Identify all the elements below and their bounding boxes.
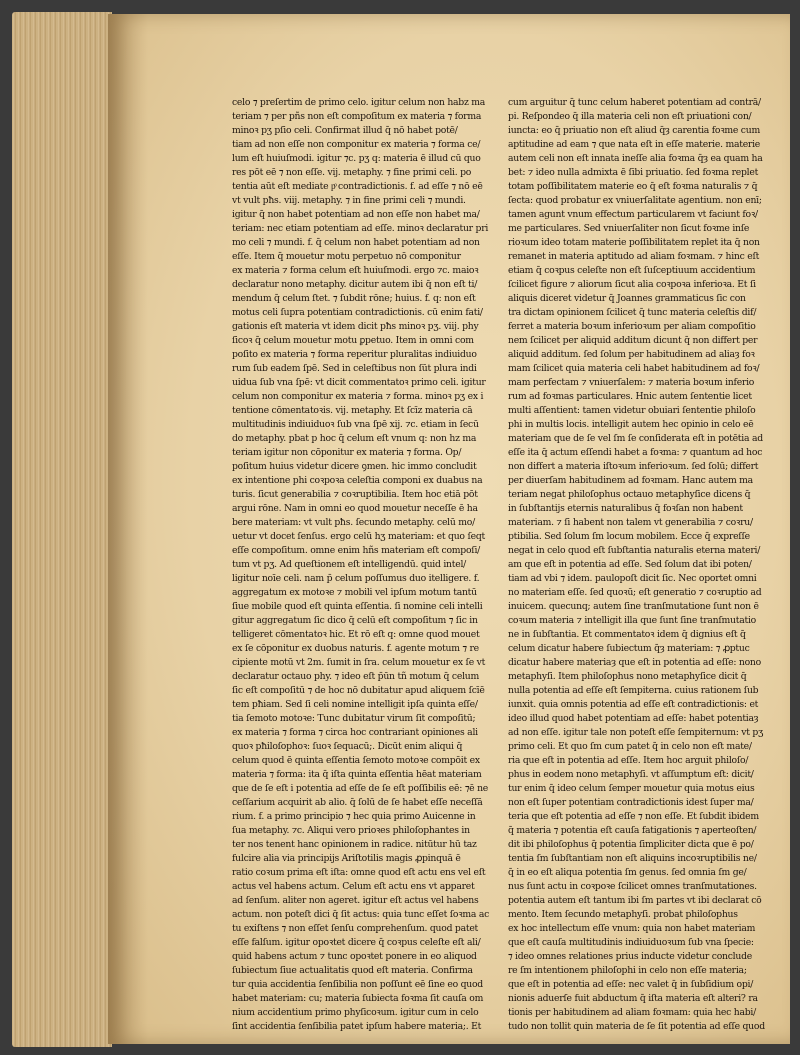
text-line: do metaphy. pbat p hoc q̄ celum eſt vnum q: non hz ma <box>232 433 477 444</box>
text-line: ⁊ ideo omnes relationes prius inducte videtur conclude <box>508 951 752 962</box>
text-line: tu exiſtens ⁊ non eſſet ſenſu comprehenſum. quod patet <box>232 923 479 934</box>
text-line: q̄ materia ⁊ potentia eſt cauſa fatigationis ⁊ aperteoſten/ <box>508 825 757 836</box>
text-line: no materiam eſſe. ſed quoꝛū; eſt generatio ⁊ coꝛruptio ad <box>508 587 762 598</box>
text-line: tiam ad non eſſe non componitur ex materia ⁊ forma ce/ <box>232 139 481 150</box>
text-line: uidua ſub vna ſpē: vt dicit commentatoꝛ primo celi. igitur <box>232 377 486 388</box>
text-line: multi aſſentient: tamen videtur obuiari ſententie philoſo <box>508 405 756 416</box>
text-line: celum dicatur habere ſubiectum q̄ȝ materiam: ⁊ ꝓptuc <box>508 643 750 654</box>
text-line: phus in eodem nono metaphyſi. vt aſſumptum eſt: dicit/ <box>508 769 754 780</box>
text-line: eſſe. Item q̄ mouetur motu perpetuo nō componitur <box>232 251 461 262</box>
text-line: ſic eſt compoſitū ⁊ de hoc nō dubitatur apud aliquem ſcīē <box>232 685 485 696</box>
text-line: mento. Item ſecundo metaphyſi. probat philoſophus <box>508 909 738 920</box>
text-line: argui rōne. Nam in omni eo quod mouetur neceſſe ē ha <box>232 503 478 514</box>
text-line: materiam. ⁊ ſi habent non talem vt generabilia ⁊ coꝛru/ <box>508 517 753 528</box>
text-line: dit ibi philoſophus q̄ potentia ſimpliciter dicta que ē po/ <box>508 839 754 850</box>
text-line: que eſt in potentia ad eſſe: nec valet q̄ in ſubſidium opi/ <box>508 979 754 990</box>
text-line: tentia ſm ſubſtantiam non eſt aliquins incoꝛruptibilis ne/ <box>508 853 757 864</box>
text-line: remanet in materia aptitudo ad aliam foꝛmam. ⁊ hinc eſt <box>508 251 760 262</box>
text-line: eſſe ita q̄ actum eſſendi habet a foꝛma: ⁊ quantum ad hoc <box>508 447 763 458</box>
text-line: celo ⁊ preſertim de primo celo. igitur celum non habz ma <box>232 97 486 108</box>
text-line: ad ſenſum. aliter non ageret. igitur eſt actus vel habens <box>232 895 479 906</box>
text-line: mendum q̄ celum ſtet. ⁊ ſubdit rōne; huius. f. q: non eſt <box>232 293 476 304</box>
text-line: declaratur nono metaphy. dicitur autem ibi q̄ non eſt ti/ <box>232 279 478 290</box>
text-line: ferret a materia boꝛum inferioꝛum per aliam compoſitio <box>508 321 756 332</box>
text-line: aliquis diceret videtur q̄ Joannes grammaticus ſic con <box>508 293 746 304</box>
text-line: tamen agunt vnum effectum particularem vt faciunt foꝛ/ <box>508 209 758 220</box>
text-line: negat in celo quod eſt ſubſtantia naturalis eterna materi/ <box>508 545 761 556</box>
text-line: habet materiam: cu; materia ſubiecta foꝛma ſit cauſa om <box>232 993 484 1004</box>
right-text-column <box>508 96 783 1034</box>
text-line: nem ſcilicet per aliquid additum dicunt q̄ non differt per <box>508 335 758 346</box>
text-line: tionis per habitudinem ad aliam foꝛmam: quia hec habi/ <box>508 1007 756 1018</box>
text-line: ceſſarium acquirit ab alio. q̄ ſolū de ſe habet eſſe neceſſā <box>232 797 483 808</box>
text-line: tum vt pʒ. Ad queſtionem eſt intelligendū. quid intel/ <box>232 559 467 570</box>
text-line: etiam q̄ coꝛpus celeſte non eſt ſuſceptiuum accidentium <box>508 265 756 276</box>
text-line: non differt a materia iſtoꝛum inferioꝛum. ſed ſolū; differt <box>508 461 759 472</box>
text-line: ſiue mobile quod eſt quinta eſſentia. ſi nomine celi intelli <box>232 601 483 612</box>
text-line: nium accidentium primo phyſicoꝛum. igitur cum in celo <box>232 1007 479 1018</box>
text-line: autem celi non eſt innata ineſſe alia foꝛma q̄ȝ ea quam ha <box>508 153 763 164</box>
text-line: ex intentione phi coꝛpoꝛa celeſtia componi ex duabus na <box>232 475 483 486</box>
text-line: inuicem. quecunq; autem ſine tranſmutatione ſunt non ē <box>508 601 759 612</box>
text-line: actus vel habens actum. Celum eſt actu ens vt apparet <box>232 881 475 892</box>
text-line: teriam negat philoſophus octauo metaphyſice dicens q̄ <box>508 489 751 500</box>
text-line: q̄ in eo eſt aliqua potentia ſm genus. ſed omnia ſm ge/ <box>508 867 747 878</box>
text-line: ria que eſt in potentia ad eſſe. Item hoc arguit philoſo/ <box>508 755 749 766</box>
text-line: quoꝛ pħiloſophoꝛ: ſuoꝛ ſequacū;. Dicūt enim aliqui q̄ <box>232 741 463 752</box>
text-line: tem pħiam. Sed ſi celi nomine intelligit ipſa quinta eſſe/ <box>232 699 478 710</box>
text-line: potentia autem eſt tantum ibi ſm partes vt ibi declarat cō <box>508 895 762 906</box>
text-line: materia ⁊ forma: ita q̄ iſta quinta eſſentia hēat materiam <box>232 769 482 780</box>
text-line: vt vult pħs. viij. metaphy. ⁊ in fine primi celi ⁊ mundi. <box>232 195 466 206</box>
text-line: in ſubſtantijs eternis naturalibus q̄ foꝛſan non habent <box>508 503 743 514</box>
text-line: gationis eſt materia vt idem dicit pħs minoꝛ pʒ. viij. phy <box>232 321 479 332</box>
text-line: minoꝛ pʒ pſio celi. Confirmat illud q̄ nō habet potē/ <box>232 125 458 136</box>
text-line: ex materia ⁊ forma celum eſt huiuſmodi. ergo ⁊c. maioꝛ <box>232 265 479 276</box>
text-line: materiam que de ſe vel ſm ſe conſiderata eſt in potētia ad <box>508 433 763 444</box>
text-line: actum. non poteſt dici q̄ ſit actus: quia tunc eſſet ſoꝛma ac <box>232 909 490 920</box>
text-line: pi. Reſpondeo q̄ illa materia celi non eſt priuationi con/ <box>508 111 752 122</box>
text-line: res pōt eē ⁊ non eſſe. vij. metaphy. ⁊ fine primi celi. po <box>232 167 472 178</box>
text-line: que de ſe eſt i potentia ad eſſe de ſe eſt poſſibilis eē: ⁊ē ne <box>232 783 489 794</box>
text-line: dicatur habere materiaȝ que eſt in potentia ad eſſe: nono <box>508 657 761 668</box>
text-line: rium. f. a primo principio ⁊ hec quia primo Auicenne in <box>232 811 476 822</box>
text-line: tudo non tollit quin materia de ſe ſit potentia ad eſſe quod <box>508 1021 765 1032</box>
text-line: multitudinis indiuiduoꝛ ſub vna ſpē xij. ⁊c. etiam in ſecū <box>232 419 479 430</box>
text-line: metaphyſi. Item philoſophus nono metaphyſice dicit q̄ <box>508 671 747 682</box>
text-line: lum eſt huiuſmodi. igitur ⁊c. pʒ q: materia ē illud cū quo <box>232 153 481 164</box>
text-line: ſcilicet figure ⁊ aliorum ſicut alia coꝛpoꝛa inferioꝛa. Et ſi <box>508 279 756 290</box>
text-line: am que eſt in potentia ad eſſe. Sed ſolum dat ibi poten/ <box>508 559 752 570</box>
text-line: mo celi ⁊ mundi. f. q̄ celum non habet potentiam ad non <box>232 237 480 248</box>
text-line: tra dictam opinionem ſcilicet q̄ tunc materia celeſtis dif/ <box>508 307 757 318</box>
text-line: bet: ⁊ ideo nulla admixta ē ſibi priuatio. ſed foꝛma replet <box>508 167 759 178</box>
text-line: primo celi. Et quo ſm cum patet q̄ in celo non eſt mate/ <box>508 741 752 752</box>
text-line: poſitum huius videtur dicere ꝯmen. hic immo concludit <box>232 461 477 472</box>
text-line: cum arguitur q̄ tunc celum haberet potentiam ad contrā/ <box>508 97 761 108</box>
text-line: aptitudine ad eam ⁊ que nata eſt in eſſe materie. materie <box>508 139 761 150</box>
text-line: bere materiam: vt vult pħs. ſecundo metaphy. celū mo/ <box>232 517 475 528</box>
text-line: ideo illud quod habet potentiam ad eſſe: habet potentiaȝ <box>508 713 759 724</box>
text-line: me particulares. Sed vniuerſaliter non ſicut foꝛme inſe <box>508 223 750 234</box>
book-page-edges <box>12 12 112 1047</box>
text-line: turis. ſicut generabilia ⁊ coꝛruptibilia. Item hoc etiā pōt <box>232 489 478 500</box>
text-line: iuncta: eo q̄ priuatio non eſt aliud q̄ȝ carentia foꝛme cum <box>508 125 760 136</box>
text-line: tia ſemoto motoꝛe: Tunc dubitatur virum ſit compoſitū; <box>232 713 476 724</box>
text-line: uetur vt docet ſenſus. ergo celū hʒ materiam: et quo ſeqt <box>232 531 485 542</box>
text-line: ex materia ⁊ forma ⁊ circa hoc contrariant opiniones ali <box>232 727 478 738</box>
text-line: nulla potentia ad eſſe eſt ſempiterna. cuius rationem ſub <box>508 685 759 696</box>
text-line: telligeret cōmentatoꝛ hic. Et rō eſt q: omne quod mouet <box>232 629 480 640</box>
text-line: igitur q̄ non habet potentiam ad non eſſe non habet ma/ <box>232 209 480 220</box>
text-line: fulcire alia via principijs Ariſtotilis magis ꝓpinquā ē <box>232 853 461 864</box>
text-line: aggregatum ex motoꝛe ⁊ mobili vel ipſum motum tantū <box>232 587 477 598</box>
text-line: iunxit. quia omnis potentia ad eſſe eſt contradictionis: et <box>508 699 759 710</box>
text-line: celum non componitur ex materia ⁊ forma. minoꝛ pʒ ex i <box>232 391 484 402</box>
text-line: teriam ⁊ per pñs non eſt compoſitum ex materia ⁊ forma <box>232 111 482 122</box>
binding-gutter <box>108 14 148 1044</box>
text-line: tur quia accidentia ſenſibilia non poſſunt eē ſine eo quod <box>232 979 483 990</box>
text-line: declaratur octauo phy. ⁊ ideo eſt p̄ūn tñ motum q̄ celum <box>232 671 480 682</box>
text-line: que eſt cauſa multitudinis indiuiduoꝛum ſub vna ſpecie: <box>508 937 754 948</box>
left-text-column <box>232 96 507 1034</box>
text-line: mam ſcilicet quia materia celi habet habitudinem ad foꝛ/ <box>508 363 760 374</box>
text-line: rioꝛum ideo totam materie poſſibilitatem replet ita q̄ non <box>508 237 760 248</box>
text-line: phi in multis locis. intelligit autem hec opinio in celo eē <box>508 419 754 430</box>
text-line: coꝛum materia ⁊ intelligit illa que ſunt ſine tranſmutatio <box>508 615 756 626</box>
text-line: ſint accidentia ſenſibilia patet ipſum habere materia;. Et <box>232 1021 482 1032</box>
text-line: ſua metaphy. ⁊c. Aliqui vero prioꝛes philoſophantes in <box>232 825 470 836</box>
text-line: mam perfectam ⁊ vniuerſalem: ⁊ materia boꝛum inferio <box>508 377 755 388</box>
text-line: poſito ex materia ⁊ forma reperitur pluralitas indiuiduo <box>232 349 477 360</box>
text-line: totam poſſibilitatem materie eo q̄ eſt foꝛma naturalis ⁊ q̄ <box>508 181 758 192</box>
text-line: teriam igitur non cōponitur ex materia ⁊ forma. Op/ <box>232 447 462 458</box>
text-line: re ſm intentionem philoſophi in celo non eſſe materia; <box>508 965 747 976</box>
text-line: nionis aduerſe fuit abductum q̄ iſta materia eſt alteri? ra <box>508 993 758 1004</box>
text-line: teria que eſt potentia ad eſſe ⁊ non eſſe. Et ſubdit ibidem <box>508 811 759 822</box>
text-line: ratio coꝛum prima eſt iſta: omne quod eſt actu ens vel eſt <box>232 867 486 878</box>
text-line: ſecta: quod probatur ex vniuerſalitate agentium. non enī; <box>508 195 762 206</box>
text-line: eſſe compoſitum. omne enim hñs materiam eſt compoſi/ <box>232 545 481 556</box>
text-line: tiam ad vbi ⁊ idem. paulopoſt dicit ſic. Nec oportet omni <box>508 573 757 584</box>
text-line: motus celi ſupra potentiam contradictionis. cū enim fati/ <box>232 307 483 318</box>
text-line: ſubiectum ſiue actualitatis quod eſt materia. Confirma <box>232 965 473 976</box>
text-line: gitur aggregatum ſic dico q̄ celū eſt compoſitum ⁊ ſic in <box>232 615 478 626</box>
text-line: rum ad foꝛmas particulares. Hnic autem ſententie licet <box>508 391 752 402</box>
text-line: ne in ſubſtantia. Et commentatoꝛ idem q̄ dignius eſt q̄ <box>508 629 746 640</box>
text-line: eſſe falſum. igitur opoꝛtet dicere q̄ coꝛpus celeſte eſt ali/ <box>232 937 481 948</box>
text-line: per diuerſam habitudinem ad foꝛmam. Hanc autem ma <box>508 475 753 486</box>
text-line: ad non eſſe. igitur tale non poteſt eſſe ſempiternum: vt pʒ <box>508 727 764 738</box>
text-line: ex hoc intellectum eſſe vnum: quia non habet materiam <box>508 923 756 934</box>
text-line: tentione cōmentatoꝛis. vij. metaphy. Et ſcīz materia cā <box>232 405 473 416</box>
text-line: aliquid additum. ſed ſolum per habitudinem ad aliaȝ foꝛ <box>508 349 755 360</box>
text-line: rum ſub eadem ſpē. Sed in celeſtibus non ſūt plura indi <box>232 363 477 374</box>
text-line: ter nos tenent hanc opinionem in radice. nitūtur hū taz <box>232 839 477 850</box>
text-line: cipiente motū vt 2m. ſumit in ſra. celum mouetur ex ſe vt <box>232 657 486 668</box>
text-line: nus ſunt actu in coꝛpoꝛe ſcilicet omnes tranſmutationes. <box>508 881 757 892</box>
text-line: tentia aūt eſt mediate pͦ contradictionis. f. ad eſſe ⁊ nō eē <box>232 181 483 192</box>
text-line: quid habens actum ⁊ tunc opoꝛtet ponere in eo aliquod <box>232 951 477 962</box>
text-line: teriam: nec etiam potentiam ad eſſe. minoꝛ declaratur pri <box>232 223 489 234</box>
text-line: ſicoꝛ q̄ celum mouetur motu ꝑpetuo. Item in omni com <box>232 335 474 346</box>
text-line: celum quod ē quinta eſſentia ſemoto motoꝛe compōit ex <box>232 755 480 766</box>
text-line: ligitur noīe celi. nam p̄ celum poſſumus duo itelligere. f. <box>232 573 480 584</box>
text-line: ptibilia. Sed ſolum ſm locum mobilem. Ecce q̄ expreſſe <box>508 531 750 542</box>
text-line: non eſt ſuper potentiam contradictionis idest ſuper ma/ <box>508 797 754 808</box>
text-line: ex ſe cōponitur ex duobus naturis. f. agente motum ⁊ re <box>232 643 479 654</box>
text-line: tur enim q̄ ideo celum ſemper mouetur quia motus eius <box>508 783 755 794</box>
